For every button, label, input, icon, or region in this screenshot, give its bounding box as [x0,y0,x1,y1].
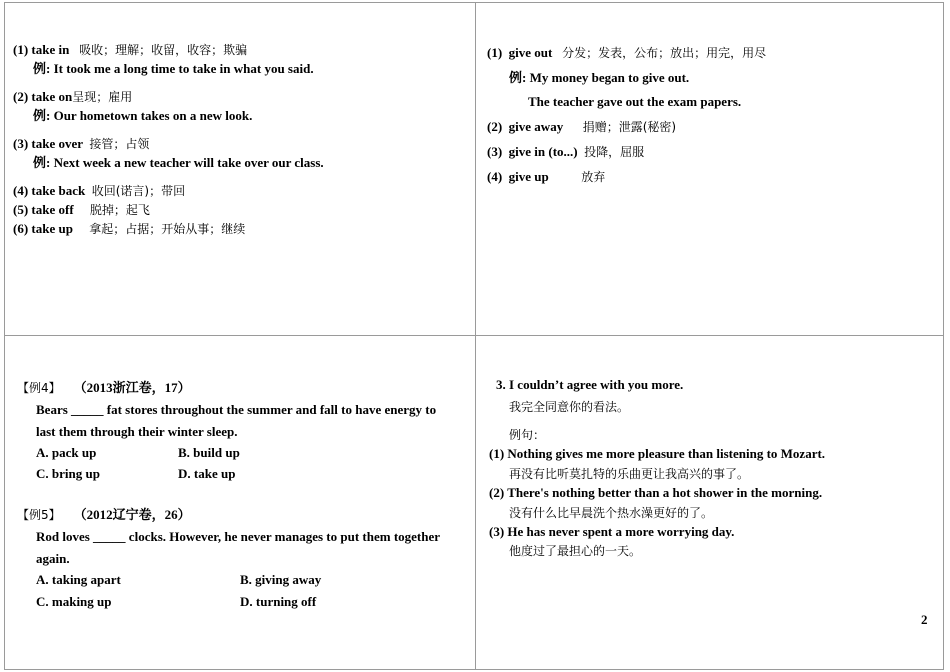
option-a: A. taking apart [36,572,121,587]
item-number: (1) [489,446,505,461]
meaning: 拿起；占据；开始从事；继续 [89,222,246,236]
item-number: (3) [13,136,29,151]
meaning: 捐赠；泄露(秘密) [582,120,677,134]
example-4-question: Bears _____ fat stores throughout the summer and fall to have energy to [36,402,437,417]
item-number: (4) [13,183,29,198]
option-d: D. turning off [240,594,317,609]
phrase: give up [508,169,549,184]
sentence-en: He has never spent a more worrying day. [507,524,735,539]
item-number: (3) [489,524,505,539]
option-d: D. take up [178,466,236,481]
take-on-line [13,89,132,105]
meaning: 呈现；雇用 [72,90,133,104]
example-5-header [17,507,191,523]
phrase: take in [31,42,70,57]
example-4-header [17,380,191,396]
page-frame [4,2,944,670]
item-number: (1) [13,42,29,57]
item-number: (3) [487,144,503,159]
meaning: 吸收；理解；收留，收容；欺骗 [79,43,248,57]
item-number: (2) [487,119,503,134]
item-number: (6) [13,221,29,236]
phrase: take up [31,221,73,236]
option-c: C. bring up [36,466,100,481]
give-away-line [487,119,676,135]
meaning: 放弃 [581,170,606,184]
take-on-example: 例: Our hometown takes on a new look. [33,108,253,123]
option-a: A. pack up [36,445,97,460]
phrase: give in (to...) [508,144,578,159]
option-b: B. giving away [240,572,322,587]
sentence-en: Nothing gives me more pleasure than listening to Mozart. [507,446,826,461]
sentence-1-translation: 再没有比听莫扎特的乐曲更让我高兴的事了。 [509,467,750,481]
give-out-example-2: The teacher gave out the exam papers. [528,94,742,109]
sentence-en: There's nothing better than a hot shower in the morning. [507,485,823,500]
take-over-line [13,136,149,152]
page-number: 2 [921,612,928,627]
item-number: (2) [13,89,29,104]
example-tag: 【例4】 [17,381,61,395]
take-off-line [13,202,150,218]
phrase: take back [31,183,86,198]
meaning: 收回(诺言)；带回 [91,184,186,198]
take-in-example: 例: It took me a long time to take in what you said. [33,61,314,76]
example-4-question-cont: last them through their winter sleep. [36,424,238,439]
give-out-example: 例: My money began to give out. [509,70,690,85]
sentence-3-translation: 他度过了最担心的一天。 [509,544,642,558]
item-number: (2) [489,485,505,500]
phrase: take off [31,202,74,217]
take-over-example: 例: Next week a new teacher will take over our class. [33,155,324,170]
option-b: B. build up [178,445,240,460]
give-up-line [487,169,605,185]
take-up-line [13,221,245,237]
sentence-3 [489,524,734,540]
phrase: take on [31,89,73,104]
sentence-heading-translation: 我完全同意你的看法。 [509,400,630,414]
item-number: (5) [13,202,29,217]
option-c: C. making up [36,594,112,609]
give-in-line [487,144,644,160]
item-number: (4) [487,169,503,184]
take-back-line [13,183,185,199]
phrase: take over [31,136,83,151]
phrase: give away [508,119,564,134]
sentence-heading: 3. I couldn’t agree with you more. [496,377,684,392]
horizontal-divider [4,335,944,336]
example-5-question-cont: again. [36,551,70,566]
meaning: 脱掉；起飞 [89,203,150,217]
example-label: 例句： [509,428,546,442]
meaning: 投降，屈服 [584,145,645,159]
meaning: 分发；发表，公布；放出；用完，用尽 [562,46,767,60]
phrase: give out [508,45,553,60]
example-5-question: Rod loves _____ clocks. However, he never manages to put them together [36,529,441,544]
vertical-divider [475,2,476,670]
meaning: 接管；占领 [89,137,150,151]
example-source: （2012辽宁卷，26） [73,507,191,522]
give-out-line [487,45,766,61]
example-source: （2013浙江卷，17） [73,380,191,395]
take-in-line [13,42,247,58]
sentence-2-translation: 没有什么比早晨洗个热水澡更好的了。 [509,506,714,520]
sentence-1 [489,446,825,462]
sentence-2 [489,485,822,501]
example-tag: 【例5】 [17,508,61,522]
item-number: (1) [487,45,503,60]
